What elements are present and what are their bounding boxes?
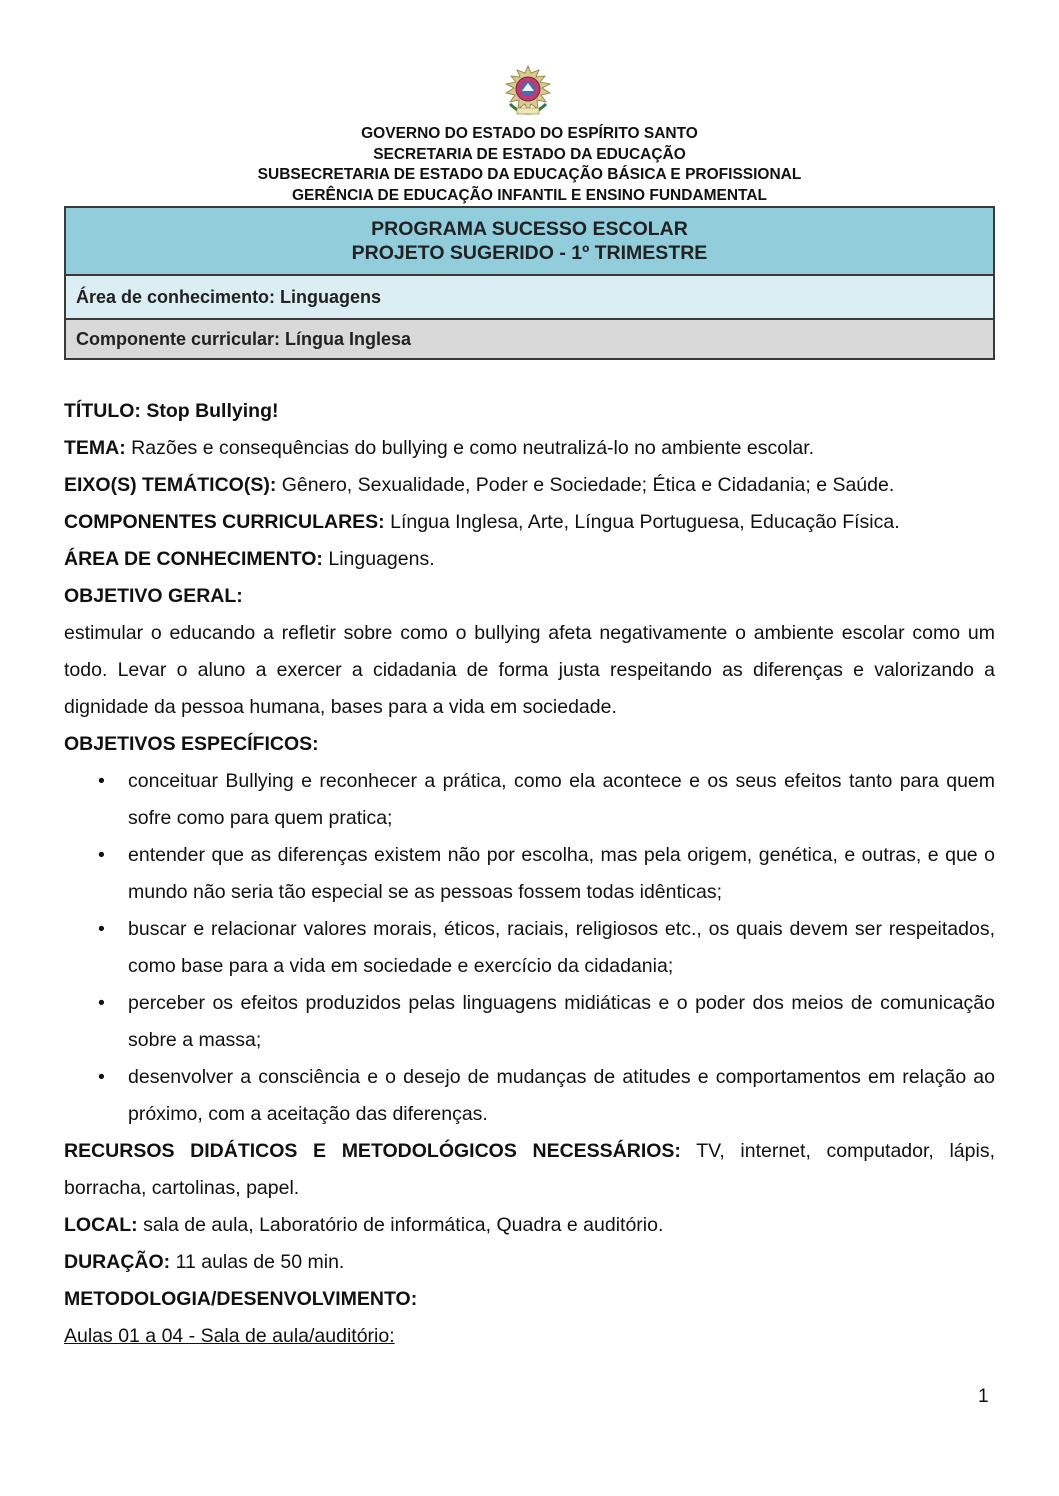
header-line: GERÊNCIA DE EDUCAÇÃO INFANTIL E ENSINO FUNDAMENTAL (291, 186, 768, 204)
program-title-cell (65, 207, 994, 275)
government-header (0, 124, 1059, 206)
title-line (64, 393, 995, 430)
components-label: COMPONENTES CURRICULARES: (64, 511, 385, 533)
general-objective-label: OBJETIVO GERAL: (64, 585, 243, 607)
bullet-icon: • (98, 1066, 105, 1088)
specific-objectives-label: OBJETIVOS ESPECÍFICOS: (64, 733, 319, 755)
location-label: LOCAL: (64, 1214, 138, 1236)
bullet-icon: • (98, 844, 105, 866)
location-value: sala de aula, Laboratório de informática, Quadra e auditório. (143, 1214, 664, 1236)
list-item (64, 1059, 995, 1133)
duration-line (64, 1244, 995, 1281)
list-item (64, 837, 995, 911)
methodology-label: METODOLOGIA/DESENVOLVIMENTO: (64, 1288, 418, 1310)
bullet-icon: • (98, 992, 105, 1014)
document-body (64, 393, 995, 1355)
theme-value: Razões e consequências do bullying e como neutralizá-lo no ambiente escolar. (131, 437, 815, 459)
list-item-text: desenvolver a consciência e o desejo de mudanças de atitudes e comportamentos em relação ao próximo, com a aceitação das diferenças. (128, 1066, 995, 1125)
specific-objectives-heading (64, 726, 995, 763)
header-line: GOVERNO DO ESTADO DO ESPÍRITO SANTO (361, 125, 698, 142)
general-objective-text: estimular o educando a refletir sobre como o bullying afeta negativamente o ambiente escolar como um todo. Levar o aluno a exercer a cidadania de forma justa respeitando as diferenças e valorizando a dignidade da pessoa humana, bases para a vida em sociedade. (64, 622, 995, 718)
bullet-icon: • (98, 918, 105, 940)
duration-value: 11 aulas de 50 min. (175, 1251, 345, 1273)
resources-line (64, 1133, 995, 1207)
axes-value: Gênero, Sexualidade, Poder e Sociedade; Ética e Cidadania; e Saúde. (281, 474, 895, 496)
curricular-component-cell: Componente curricular: Língua Inglesa (65, 319, 994, 359)
list-item-text: conceituar Bullying e reconhecer a prática, como ela acontece e os seus efeitos tanto para quem sofre como para quem pratica; (128, 770, 995, 829)
header-line: SECRETARIA DE ESTADO DA EDUCAÇÃO (373, 145, 686, 163)
lessons-subheading: Aulas 01 a 04 - Sala de aula/auditório: (64, 1325, 395, 1347)
title-label: TÍTULO: (64, 400, 141, 422)
program-name: PROGRAMA SUCESSO ESCOLAR (371, 218, 688, 240)
specific-objectives-list (64, 763, 995, 1133)
page-number: 1 (978, 1386, 989, 1407)
program-info-table (64, 206, 995, 360)
area-label: ÁREA DE CONHECIMENTO: (64, 548, 323, 570)
area-line (64, 541, 995, 578)
project-name: PROJETO SUGERIDO - 1º TRIMESTRE (351, 242, 708, 264)
knowledge-area-cell: Área de conhecimento: Linguagens (65, 275, 994, 319)
theme-line (64, 430, 995, 467)
title-value: Stop Bullying! (146, 400, 279, 422)
theme-label: TEMA: (64, 437, 126, 459)
methodology-heading (64, 1281, 995, 1318)
list-item-text: buscar e relacionar valores morais, éticos, raciais, religiosos etc., os quais devem ser respeitados, como base para a vida em sociedade e exercício da cidadania; (128, 918, 995, 977)
resources-label: RECURSOS DIDÁTICOS E METODOLÓGICOS NECESSÁRIOS: (64, 1140, 681, 1162)
components-value: Língua Inglesa, Arte, Língua Portuguesa, Educação Física. (390, 511, 900, 533)
general-objective-heading (64, 578, 995, 615)
area-value: Linguagens. (328, 548, 435, 570)
list-item (64, 911, 995, 985)
resources-value: TV, internet, computador, lápis, borracha, cartolinas, papel. (64, 1140, 995, 1199)
axes-label: EIXO(S) TEMÁTICO(S): (64, 474, 277, 496)
location-line (64, 1207, 995, 1244)
state-coat-of-arms-logo (500, 64, 556, 122)
list-item-text: perceber os efeitos produzidos pelas linguagens midiáticas e o poder dos meios de comunicação sobre a massa; (128, 992, 995, 1051)
list-item (64, 985, 995, 1059)
list-item-text: entender que as diferenças existem não por escolha, mas pela origem, genética, e outras, e que o mundo não seria tão especial se as pessoas fossem todas idênticas; (128, 844, 995, 903)
axes-line (64, 467, 995, 504)
list-item (64, 763, 995, 837)
header-line: SUBSECRETARIA DE ESTADO DA EDUCAÇÃO BÁSICA E PROFISSIONAL (257, 166, 802, 183)
components-line (64, 504, 995, 541)
duration-label: DURAÇÃO: (64, 1251, 171, 1273)
bullet-icon: • (98, 770, 105, 792)
